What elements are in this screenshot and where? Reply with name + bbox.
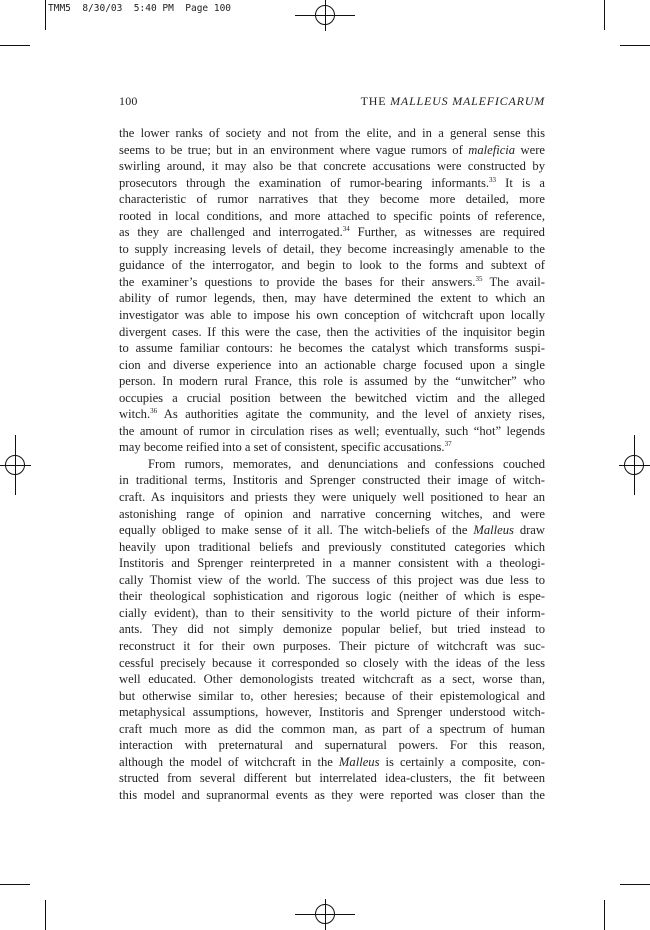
body-text	[119, 125, 545, 803]
crop-mark-top-right-v	[604, 0, 605, 30]
page-number: 100	[119, 94, 138, 108]
footnote-ref-33: 33	[489, 175, 497, 184]
paragraph-2: From rumors, memorates, and denunciations and confessions couched in traditional terms, Institoris and Sprenger constructed their image of witch- craft. As inquisitors and priests they were uniquely well positioned to hear an astonishing range of opinion and narrative concerning witches, and were equally obliged to make sense of it all. The witch-beliefs of the Malleus draw heavily upon traditional beliefs and previously constituted categories which Institoris and Sprenger reinterpreted in a manner consistent with a theologi- cally Thomist view of the world. The success of this project was due less to their theological sophistication and rigorous logic (neither of which is espe- cially evident), than to their sensitivity to the world picture of their inform- ants. They did not simply demonize popular belief, but tried instead to reconstruct it for their own purposes. Their picture of witchcraft was suc- cessful precisely because it corresponded so closely with the ideas of the less well educated. Other demonologists treated witchcraft as a sect, worse than, but otherwise similar to, other heresies; because of their epistemological and metaphysical assumptions, however, Institoris and Sprenger understood witch- craft much more as did the common man, as part of a spectrum of human interaction with preternatural and supernatural powers. For this reason, although the model of witchcraft in the Malleus is certainly a composite, con- structed from several different but interrelated idea-clusters, the fit between this model and supranormal events as they were reported was closer than the	[119, 456, 545, 802]
footnote-ref-34: 34	[342, 225, 350, 234]
running-head	[119, 94, 545, 110]
paragraph-1: the lower ranks of society and not from the elite, and in a general sense this seems to be true; but in an environment where vague rumors of maleficia were swirling around, it may also be that concrete accusations were constructed by prosecutors through the examination of rumor-bearing informants.$^{33}$ It is a characteristic of rumor narratives that they become more detailed, more rooted in local conditions, and more attached to specific points of reference, as they are challenged and interrogated.$^{34}$ Further, as witnesses are required to supply increasing levels of detail, they become increasingly amenable to the guidance of the interrogator, and begin to look to the forms and subtext of the examiner’s questions to provide the bases for their answers.$^{35}$ The avail- ability of rumor legends, then, may have determined the extent to which an investigator was able to impose his own conception of witchcraft upon locally divergent cases. If this were the case, then the activities of the inquisitor begin to assume familiar contours: he becomes the catalyst which transforms suspi- cion and diverse experience into an actionable charge focused upon a single person. In modern rural France, this role is assumed by the “unwitcher” who occupies a crucial position between the bewitched victim and the alleged witch.$^{36}$ As authorities agitate the community, and the level of anxiety rises, the amount of rumor in circulation rises as well; eventually, such “hot” legends may become reified into a set of consistent, specific accusations.$^{37}$	[119, 126, 545, 455]
printer-slug: TMM5 8/30/03 5:40 PM Page 100	[48, 3, 232, 14]
crop-mark-top-left-v	[45, 0, 46, 30]
footnote-ref-36: 36	[150, 407, 158, 416]
crop-mark-bottom-left-h	[0, 884, 30, 885]
crop-mark-bottom-right-v	[604, 900, 605, 930]
footnote-ref-37: 37	[444, 440, 452, 449]
running-head-title: THE MALLEUS MALEFICARUM	[360, 94, 545, 108]
crop-mark-bottom-left-v	[45, 900, 46, 930]
crop-mark-top-right-h	[620, 45, 650, 46]
crop-mark-bottom-right-h	[620, 884, 650, 885]
crop-mark-top-left-h	[0, 45, 30, 46]
footnote-ref-35: 35	[475, 274, 483, 283]
